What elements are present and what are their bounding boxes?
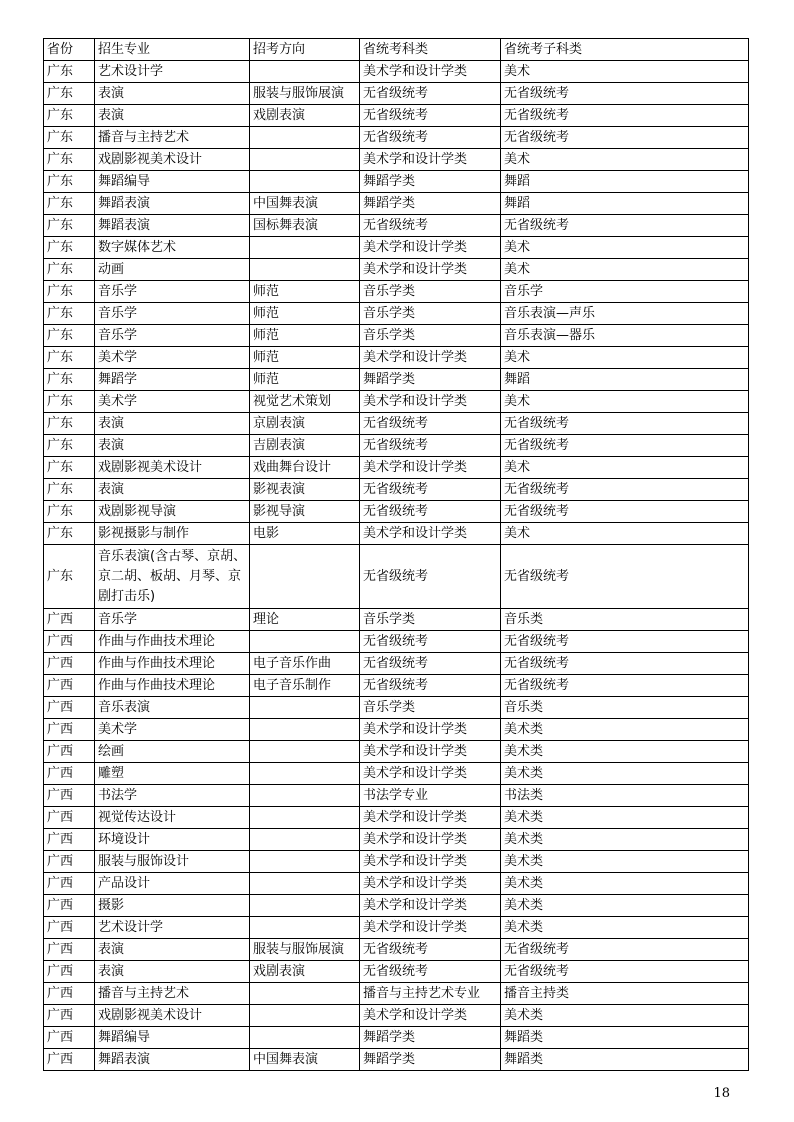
cell-major: 影视摄影与制作 (95, 523, 250, 545)
cell-major: 表演 (95, 83, 250, 105)
table-row (44, 435, 749, 457)
cell-exam-subcategory: 舞蹈类 (501, 1049, 749, 1071)
cell-province: 广东 (44, 413, 95, 435)
cell-exam-subcategory: 美术类 (501, 873, 749, 895)
table-row (44, 193, 749, 215)
cell-direction (250, 127, 360, 149)
table-row (44, 523, 749, 545)
cell-exam-category: 无省级统考 (360, 435, 501, 457)
cell-major: 音乐学 (95, 303, 250, 325)
cell-direction: 吉剧表演 (250, 435, 360, 457)
cell-exam-category: 无省级统考 (360, 501, 501, 523)
cell-major: 播音与主持艺术 (95, 983, 250, 1005)
cell-province: 广西 (44, 917, 95, 939)
cell-exam-category: 美术学和设计学类 (360, 763, 501, 785)
cell-major: 舞蹈表演 (95, 215, 250, 237)
cell-exam-category: 美术学和设计学类 (360, 347, 501, 369)
cell-major: 摄影 (95, 895, 250, 917)
cell-exam-subcategory: 无省级统考 (501, 435, 749, 457)
cell-exam-subcategory: 播音主持类 (501, 983, 749, 1005)
cell-exam-category: 美术学和设计学类 (360, 61, 501, 83)
cell-direction: 京剧表演 (250, 413, 360, 435)
page-number: 18 (713, 1086, 730, 1101)
table-row (44, 653, 749, 675)
cell-major: 表演 (95, 939, 250, 961)
cell-major: 雕塑 (95, 763, 250, 785)
cell-province: 广西 (44, 653, 95, 675)
cell-major: 播音与主持艺术 (95, 127, 250, 149)
cell-province: 广西 (44, 961, 95, 983)
cell-direction (250, 171, 360, 193)
cell-direction: 师范 (250, 325, 360, 347)
table-row (44, 851, 749, 873)
table-row (44, 545, 749, 609)
cell-province: 广西 (44, 983, 95, 1005)
cell-exam-category: 舞蹈学类 (360, 193, 501, 215)
cell-exam-category: 舞蹈学类 (360, 1027, 501, 1049)
cell-major: 服装与服饰设计 (95, 851, 250, 873)
cell-major: 音乐学 (95, 609, 250, 631)
cell-exam-category: 舞蹈学类 (360, 369, 501, 391)
cell-exam-subcategory: 舞蹈 (501, 369, 749, 391)
cell-major: 数字媒体艺术 (95, 237, 250, 259)
cell-province: 广西 (44, 631, 95, 653)
cell-exam-subcategory: 无省级统考 (501, 83, 749, 105)
cell-direction (250, 237, 360, 259)
cell-province: 广西 (44, 785, 95, 807)
table-row (44, 83, 749, 105)
cell-major: 产品设计 (95, 873, 250, 895)
cell-direction: 戏剧表演 (250, 961, 360, 983)
cell-direction: 师范 (250, 303, 360, 325)
cell-province: 广东 (44, 523, 95, 545)
cell-exam-category: 音乐学类 (360, 325, 501, 347)
cell-exam-category: 美术学和设计学类 (360, 1005, 501, 1027)
table-row (44, 741, 749, 763)
table-row (44, 807, 749, 829)
cell-exam-subcategory: 美术类 (501, 1005, 749, 1027)
cell-province: 广西 (44, 873, 95, 895)
cell-exam-subcategory: 美术 (501, 523, 749, 545)
cell-exam-category: 无省级统考 (360, 939, 501, 961)
cell-major: 表演 (95, 413, 250, 435)
cell-exam-category: 美术学和设计学类 (360, 829, 501, 851)
cell-province: 广东 (44, 457, 95, 479)
cell-province: 广东 (44, 391, 95, 413)
table-row (44, 785, 749, 807)
cell-exam-category: 美术学和设计学类 (360, 237, 501, 259)
cell-major: 作曲与作曲技术理论 (95, 675, 250, 697)
cell-province: 广东 (44, 127, 95, 149)
table-row (44, 1005, 749, 1027)
cell-direction (250, 895, 360, 917)
cell-exam-subcategory: 美术类 (501, 829, 749, 851)
cell-exam-category: 无省级统考 (360, 105, 501, 127)
cell-direction (250, 149, 360, 171)
table-row (44, 697, 749, 719)
cell-major: 表演 (95, 105, 250, 127)
cell-exam-subcategory: 美术 (501, 391, 749, 413)
cell-province: 广东 (44, 215, 95, 237)
cell-province: 广西 (44, 1049, 95, 1071)
cell-direction (250, 983, 360, 1005)
cell-exam-subcategory: 音乐表演—声乐 (501, 303, 749, 325)
cell-province: 广东 (44, 303, 95, 325)
table-row (44, 413, 749, 435)
header-major: 招生专业 (95, 39, 250, 61)
table-row (44, 149, 749, 171)
cell-exam-subcategory: 无省级统考 (501, 127, 749, 149)
table-row (44, 1027, 749, 1049)
cell-direction: 影视表演 (250, 479, 360, 501)
table-row (44, 763, 749, 785)
cell-exam-category: 无省级统考 (360, 83, 501, 105)
table-row (44, 631, 749, 653)
cell-exam-category: 音乐学类 (360, 281, 501, 303)
cell-direction: 中国舞表演 (250, 193, 360, 215)
cell-exam-category: 美术学和设计学类 (360, 523, 501, 545)
cell-major: 艺术设计学 (95, 917, 250, 939)
cell-major: 美术学 (95, 391, 250, 413)
cell-exam-subcategory: 美术 (501, 259, 749, 281)
cell-exam-category: 书法学专业 (360, 785, 501, 807)
cell-exam-category: 音乐学类 (360, 609, 501, 631)
cell-province: 广东 (44, 369, 95, 391)
cell-major: 舞蹈编导 (95, 1027, 250, 1049)
cell-province: 广东 (44, 545, 95, 609)
table-row (44, 917, 749, 939)
cell-direction (250, 1005, 360, 1027)
cell-province: 广西 (44, 763, 95, 785)
cell-direction: 国标舞表演 (250, 215, 360, 237)
table-row (44, 829, 749, 851)
cell-province: 广东 (44, 479, 95, 501)
cell-direction: 中国舞表演 (250, 1049, 360, 1071)
cell-direction (250, 917, 360, 939)
cell-exam-category: 无省级统考 (360, 653, 501, 675)
cell-major: 视觉传达设计 (95, 807, 250, 829)
table-row (44, 719, 749, 741)
table-row (44, 127, 749, 149)
cell-major: 舞蹈表演 (95, 193, 250, 215)
table-row (44, 457, 749, 479)
cell-exam-category: 无省级统考 (360, 127, 501, 149)
header-exam-subcategory: 省统考子科类 (501, 39, 749, 61)
cell-direction: 电子音乐制作 (250, 675, 360, 697)
cell-exam-subcategory: 无省级统考 (501, 653, 749, 675)
cell-province: 广东 (44, 501, 95, 523)
cell-province: 广西 (44, 851, 95, 873)
cell-direction (250, 763, 360, 785)
table-row (44, 259, 749, 281)
cell-province: 广东 (44, 61, 95, 83)
cell-exam-subcategory: 书法类 (501, 785, 749, 807)
cell-exam-category: 音乐学类 (360, 303, 501, 325)
cell-exam-subcategory: 舞蹈 (501, 193, 749, 215)
cell-exam-subcategory: 美术 (501, 237, 749, 259)
table-body (44, 61, 749, 1071)
cell-direction: 师范 (250, 281, 360, 303)
cell-province: 广西 (44, 1027, 95, 1049)
cell-major: 戏剧影视美术设计 (95, 149, 250, 171)
cell-major: 环境设计 (95, 829, 250, 851)
table-row (44, 675, 749, 697)
cell-major: 舞蹈编导 (95, 171, 250, 193)
cell-direction: 电影 (250, 523, 360, 545)
cell-major: 音乐表演(含古琴、京胡、京二胡、板胡、月琴、京剧打击乐) (95, 545, 250, 609)
cell-direction: 影视导演 (250, 501, 360, 523)
cell-major: 表演 (95, 435, 250, 457)
cell-direction (250, 719, 360, 741)
cell-province: 广东 (44, 281, 95, 303)
cell-exam-subcategory: 音乐表演—器乐 (501, 325, 749, 347)
cell-exam-category: 美术学和设计学类 (360, 457, 501, 479)
cell-exam-category: 无省级统考 (360, 545, 501, 609)
cell-province: 广东 (44, 149, 95, 171)
cell-major: 书法学 (95, 785, 250, 807)
cell-exam-subcategory: 音乐学 (501, 281, 749, 303)
cell-exam-subcategory: 美术类 (501, 851, 749, 873)
cell-direction (250, 785, 360, 807)
cell-exam-subcategory: 无省级统考 (501, 413, 749, 435)
cell-direction: 理论 (250, 609, 360, 631)
table-row (44, 479, 749, 501)
table-row (44, 961, 749, 983)
table-row (44, 895, 749, 917)
table-row (44, 105, 749, 127)
cell-direction (250, 807, 360, 829)
cell-province: 广东 (44, 325, 95, 347)
cell-exam-category: 美术学和设计学类 (360, 873, 501, 895)
cell-major: 绘画 (95, 741, 250, 763)
cell-exam-subcategory: 舞蹈类 (501, 1027, 749, 1049)
cell-exam-category: 美术学和设计学类 (360, 851, 501, 873)
cell-direction (250, 873, 360, 895)
cell-province: 广西 (44, 697, 95, 719)
table-row (44, 281, 749, 303)
header-exam-category: 省统考科类 (360, 39, 501, 61)
cell-province: 广东 (44, 237, 95, 259)
cell-province: 广西 (44, 895, 95, 917)
cell-exam-category: 美术学和设计学类 (360, 719, 501, 741)
cell-direction: 师范 (250, 347, 360, 369)
cell-direction (250, 545, 360, 609)
cell-exam-subcategory: 美术类 (501, 763, 749, 785)
table-row (44, 215, 749, 237)
cell-direction: 戏曲舞台设计 (250, 457, 360, 479)
cell-exam-category: 美术学和设计学类 (360, 391, 501, 413)
cell-exam-subcategory: 无省级统考 (501, 675, 749, 697)
cell-province: 广东 (44, 435, 95, 457)
cell-exam-subcategory: 音乐类 (501, 609, 749, 631)
cell-exam-category: 播音与主持艺术专业 (360, 983, 501, 1005)
table-row (44, 501, 749, 523)
admissions-table (43, 38, 749, 1071)
table-row (44, 609, 749, 631)
header-direction: 招考方向 (250, 39, 360, 61)
cell-exam-subcategory: 无省级统考 (501, 939, 749, 961)
cell-major: 舞蹈学 (95, 369, 250, 391)
cell-direction (250, 61, 360, 83)
cell-province: 广东 (44, 171, 95, 193)
cell-major: 艺术设计学 (95, 61, 250, 83)
cell-province: 广东 (44, 193, 95, 215)
cell-major: 美术学 (95, 347, 250, 369)
cell-exam-category: 美术学和设计学类 (360, 917, 501, 939)
table-row (44, 391, 749, 413)
cell-direction: 视觉艺术策划 (250, 391, 360, 413)
cell-direction: 服装与服饰展演 (250, 939, 360, 961)
cell-exam-category: 美术学和设计学类 (360, 149, 501, 171)
cell-exam-subcategory: 美术 (501, 149, 749, 171)
cell-exam-subcategory: 美术类 (501, 719, 749, 741)
cell-direction (250, 851, 360, 873)
cell-direction (250, 697, 360, 719)
cell-province: 广东 (44, 347, 95, 369)
cell-exam-subcategory: 无省级统考 (501, 105, 749, 127)
cell-direction (250, 741, 360, 763)
cell-province: 广东 (44, 259, 95, 281)
cell-province: 广西 (44, 609, 95, 631)
table-row (44, 369, 749, 391)
cell-major: 美术学 (95, 719, 250, 741)
cell-province: 广西 (44, 675, 95, 697)
table-row (44, 171, 749, 193)
cell-exam-subcategory: 美术类 (501, 917, 749, 939)
cell-direction: 戏剧表演 (250, 105, 360, 127)
cell-major: 表演 (95, 961, 250, 983)
cell-exam-category: 无省级统考 (360, 961, 501, 983)
cell-direction (250, 1027, 360, 1049)
cell-major: 作曲与作曲技术理论 (95, 631, 250, 653)
table-row (44, 347, 749, 369)
cell-exam-subcategory: 无省级统考 (501, 961, 749, 983)
cell-exam-subcategory: 美术 (501, 457, 749, 479)
cell-province: 广东 (44, 83, 95, 105)
cell-exam-category: 美术学和设计学类 (360, 895, 501, 917)
cell-major: 戏剧影视美术设计 (95, 1005, 250, 1027)
cell-direction (250, 631, 360, 653)
cell-province: 广西 (44, 829, 95, 851)
cell-exam-category: 无省级统考 (360, 215, 501, 237)
cell-exam-subcategory: 无省级统考 (501, 631, 749, 653)
cell-exam-subcategory: 无省级统考 (501, 545, 749, 609)
cell-major: 戏剧影视美术设计 (95, 457, 250, 479)
table-row (44, 237, 749, 259)
table-row (44, 61, 749, 83)
cell-exam-subcategory: 无省级统考 (501, 215, 749, 237)
cell-exam-subcategory: 无省级统考 (501, 479, 749, 501)
cell-major: 戏剧影视导演 (95, 501, 250, 523)
table-row (44, 983, 749, 1005)
cell-direction: 服装与服饰展演 (250, 83, 360, 105)
cell-province: 广西 (44, 719, 95, 741)
cell-exam-subcategory: 舞蹈 (501, 171, 749, 193)
cell-direction: 师范 (250, 369, 360, 391)
table-row (44, 303, 749, 325)
cell-exam-category: 无省级统考 (360, 631, 501, 653)
cell-major: 音乐学 (95, 325, 250, 347)
cell-province: 广西 (44, 807, 95, 829)
cell-exam-subcategory: 美术类 (501, 741, 749, 763)
table-row (44, 873, 749, 895)
cell-exam-subcategory: 美术 (501, 347, 749, 369)
cell-exam-category: 无省级统考 (360, 479, 501, 501)
cell-exam-subcategory: 美术类 (501, 807, 749, 829)
cell-major: 作曲与作曲技术理论 (95, 653, 250, 675)
cell-exam-subcategory: 无省级统考 (501, 501, 749, 523)
cell-major: 音乐学 (95, 281, 250, 303)
table-row (44, 1049, 749, 1071)
cell-province: 广东 (44, 105, 95, 127)
cell-exam-category: 美术学和设计学类 (360, 259, 501, 281)
cell-exam-category: 舞蹈学类 (360, 171, 501, 193)
cell-direction: 电子音乐作曲 (250, 653, 360, 675)
cell-major: 音乐表演 (95, 697, 250, 719)
cell-exam-category: 美术学和设计学类 (360, 741, 501, 763)
cell-exam-subcategory: 美术类 (501, 895, 749, 917)
cell-exam-category: 无省级统考 (360, 675, 501, 697)
header-province: 省份 (44, 39, 95, 61)
cell-direction (250, 259, 360, 281)
cell-major: 动画 (95, 259, 250, 281)
table-header-row (44, 39, 749, 61)
cell-direction (250, 829, 360, 851)
table-row (44, 325, 749, 347)
cell-exam-category: 舞蹈学类 (360, 1049, 501, 1071)
cell-province: 广西 (44, 741, 95, 763)
cell-major: 表演 (95, 479, 250, 501)
cell-exam-category: 无省级统考 (360, 413, 501, 435)
cell-province: 广西 (44, 939, 95, 961)
cell-exam-subcategory: 美术 (501, 61, 749, 83)
cell-exam-category: 美术学和设计学类 (360, 807, 501, 829)
cell-exam-subcategory: 音乐类 (501, 697, 749, 719)
cell-exam-category: 音乐学类 (360, 697, 501, 719)
cell-province: 广西 (44, 1005, 95, 1027)
cell-major: 舞蹈表演 (95, 1049, 250, 1071)
table-row (44, 939, 749, 961)
